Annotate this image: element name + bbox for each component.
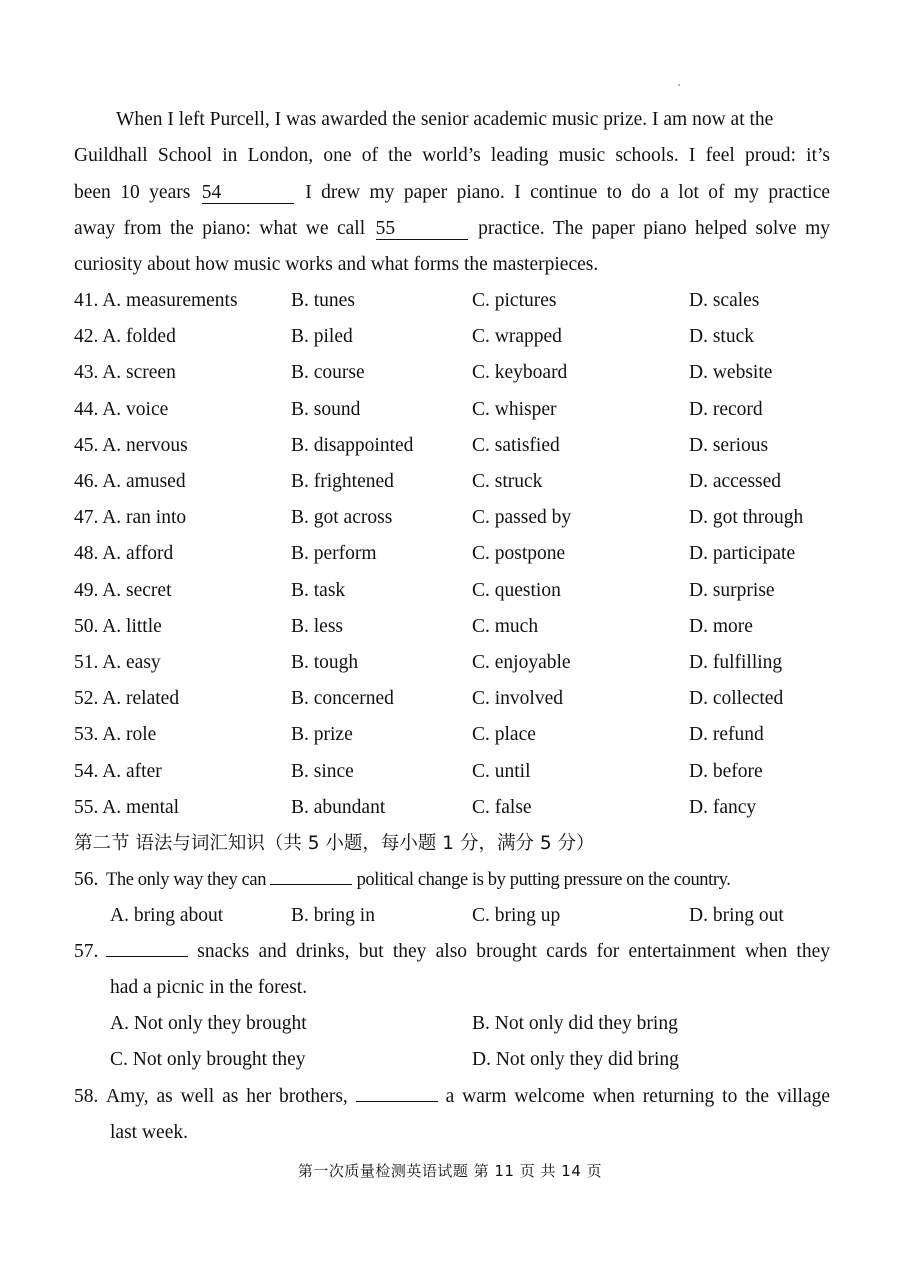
option-d: D. accessed xyxy=(689,471,782,492)
question-row xyxy=(74,392,834,428)
question-row xyxy=(74,283,834,319)
option-c: C. struck xyxy=(472,471,543,492)
option-c: C. involved xyxy=(472,688,563,710)
option-a: A. Not only they brought xyxy=(110,1013,307,1034)
option-b: B. Not only did they bring xyxy=(472,1013,678,1034)
question-number: 55. xyxy=(74,796,99,818)
option-text: A. screen xyxy=(102,362,176,384)
option-b: B. less xyxy=(291,615,344,637)
option-text: A. ran into xyxy=(102,507,187,529)
question-number: 46. xyxy=(74,471,99,492)
stem-text: political change is by putting pressure on the country. xyxy=(356,870,731,890)
stem-text: The only way they can xyxy=(106,870,267,890)
option-b: B. got across xyxy=(291,507,393,529)
option-b: B. task xyxy=(291,579,346,601)
option-c: C. until xyxy=(472,760,531,782)
option-d: D. fancy xyxy=(689,796,757,818)
question-number: 52. xyxy=(74,688,99,710)
option-a xyxy=(74,355,176,391)
option-c: C. postpone xyxy=(472,543,566,565)
page-footer: 第一次质量检测英语试题 第 11 页 共 14 页 xyxy=(297,1162,603,1180)
answer-blank xyxy=(106,938,188,957)
option-b: B. concerned xyxy=(291,688,394,710)
option-d: D. more xyxy=(689,615,753,637)
option-a xyxy=(74,573,172,609)
question-number: 48. xyxy=(74,543,99,565)
question-number: 49. xyxy=(74,579,99,601)
option-d: D. serious xyxy=(689,434,769,456)
option-c: C. enjoyable xyxy=(472,652,571,673)
option-d: D. Not only they did bring xyxy=(472,1049,679,1070)
option-b: B. course xyxy=(291,362,365,384)
option-b: B. sound xyxy=(291,398,361,420)
passage-text: I drew my paper piano. I continue to do a lot of my practice xyxy=(305,181,831,203)
option-text: A. measurements xyxy=(102,290,238,311)
passage-paragraph xyxy=(74,102,830,283)
option-d: D. refund xyxy=(689,724,764,746)
option-a xyxy=(74,428,188,464)
question-row xyxy=(74,428,834,464)
question-row xyxy=(74,573,834,609)
option-text: A. amused xyxy=(102,471,186,492)
option-d: D. surprise xyxy=(689,579,775,601)
option-text: A. after xyxy=(102,760,162,782)
option-a: A. bring about xyxy=(110,905,224,926)
question-number: 43. xyxy=(74,362,99,384)
option-text: A. easy xyxy=(102,652,161,673)
option-text: A. role xyxy=(102,724,157,746)
question-number: 58. xyxy=(74,1086,99,1107)
option-a xyxy=(74,536,173,572)
question-row xyxy=(74,536,834,572)
option-c: C. place xyxy=(472,724,536,746)
question-row xyxy=(74,681,834,717)
option-d: D. fulfilling xyxy=(689,652,783,673)
option-d: D. record xyxy=(689,398,763,420)
section-heading: 第二节 语法与词汇知识（共 5 小题，每小题 1 分，满分 5 分） xyxy=(74,833,595,854)
question-number: 45. xyxy=(74,434,99,456)
option-text: A. voice xyxy=(102,398,169,420)
blank-54: 54 xyxy=(202,183,294,204)
option-c: C. false xyxy=(472,796,532,818)
option-b: B. piled xyxy=(291,326,353,348)
passage-line xyxy=(74,211,830,247)
passage-text: away from the piano: what we call xyxy=(74,217,366,239)
option-text: A. little xyxy=(102,615,162,637)
question-row xyxy=(74,464,834,500)
question-57-continuation: had a picnic in the forest. xyxy=(110,977,308,998)
question-row xyxy=(74,500,834,536)
option-text: A. secret xyxy=(102,579,172,601)
question-number: 56. xyxy=(74,869,99,890)
answer-blank xyxy=(270,866,352,885)
question-number: 41. xyxy=(74,290,99,311)
option-a xyxy=(74,319,176,355)
question-row xyxy=(74,645,834,681)
option-a xyxy=(74,609,162,645)
option-b: B. prize xyxy=(291,724,353,746)
option-c: C. keyboard xyxy=(472,362,568,384)
option-d: D. before xyxy=(689,760,763,782)
question-text xyxy=(106,934,830,970)
option-d: D. bring out xyxy=(689,905,784,926)
passage-line: curiosity about how music works and what forms the masterpieces. xyxy=(74,254,599,276)
scan-speck xyxy=(678,84,680,86)
option-c: C. satisfied xyxy=(472,434,560,456)
option-b: B. tunes xyxy=(291,290,355,311)
option-c: C. whisper xyxy=(472,398,557,420)
option-a xyxy=(74,283,238,319)
option-text: A. nervous xyxy=(102,434,188,456)
question-row xyxy=(74,754,834,790)
option-b: B. tough xyxy=(291,652,359,673)
passage-line xyxy=(74,175,830,211)
option-text: A. mental xyxy=(102,796,180,818)
question-row xyxy=(74,355,834,391)
question-number: 51. xyxy=(74,652,99,673)
question-58-continuation: last week. xyxy=(110,1122,188,1143)
option-a xyxy=(74,790,179,826)
option-text: A. related xyxy=(102,688,180,710)
option-d: D. participate xyxy=(689,543,796,565)
option-c: C. question xyxy=(472,579,561,601)
option-c: C. pictures xyxy=(472,290,557,311)
option-c: C. Not only brought they xyxy=(110,1049,306,1070)
passage-text: practice. The paper piano helped solve my xyxy=(478,217,831,239)
passage-text: been 10 years xyxy=(74,181,191,203)
option-text: A. afford xyxy=(102,543,174,565)
stem-text: Amy, as well as her brothers, xyxy=(106,1086,348,1107)
question-row xyxy=(74,319,834,355)
question-text xyxy=(106,1079,830,1115)
option-c: C. wrapped xyxy=(472,326,562,348)
option-a xyxy=(74,500,186,536)
stem-text: snacks and drinks, but they also brought cards for entertainment when they xyxy=(197,941,830,962)
question-number: 50. xyxy=(74,615,99,637)
option-b: B. bring in xyxy=(291,905,375,926)
question-text xyxy=(106,862,830,898)
option-text: A. folded xyxy=(102,326,176,348)
option-b: B. perform xyxy=(291,543,377,565)
option-c: C. much xyxy=(472,615,539,637)
question-number: 42. xyxy=(74,326,99,348)
option-a xyxy=(74,392,168,428)
stem-text: a warm welcome when returning to the village xyxy=(445,1086,831,1107)
option-b: B. disappointed xyxy=(291,434,414,456)
option-d: D. website xyxy=(689,362,773,384)
question-number: 44. xyxy=(74,398,99,420)
option-a xyxy=(74,754,162,790)
option-a xyxy=(74,645,161,681)
question-number: 57. xyxy=(74,941,99,962)
question-row xyxy=(74,609,834,645)
option-c: C. passed by xyxy=(472,507,572,529)
option-d: D. scales xyxy=(689,290,760,311)
blank-55: 55 xyxy=(376,219,468,240)
option-d: D. got through xyxy=(689,507,804,529)
option-a xyxy=(74,681,179,717)
question-number: 53. xyxy=(74,724,99,746)
option-b: B. frightened xyxy=(291,471,394,492)
passage-line: Guildhall School in London, one of the world’s leading music schools. I feel proud: it’s xyxy=(74,145,830,167)
question-row xyxy=(74,790,834,826)
option-a xyxy=(74,717,156,753)
option-b: B. since xyxy=(291,760,354,782)
option-b: B. abundant xyxy=(291,796,386,818)
question-row xyxy=(74,717,834,753)
question-number: 54. xyxy=(74,760,99,782)
option-a xyxy=(74,464,186,500)
passage-line: When I left Purcell, I was awarded the senior academic music prize. I am now at the xyxy=(116,109,774,130)
option-d: D. stuck xyxy=(689,326,754,348)
question-number: 47. xyxy=(74,507,99,529)
answer-blank xyxy=(356,1083,438,1102)
option-c: C. bring up xyxy=(472,905,561,926)
option-d: D. collected xyxy=(689,688,784,710)
